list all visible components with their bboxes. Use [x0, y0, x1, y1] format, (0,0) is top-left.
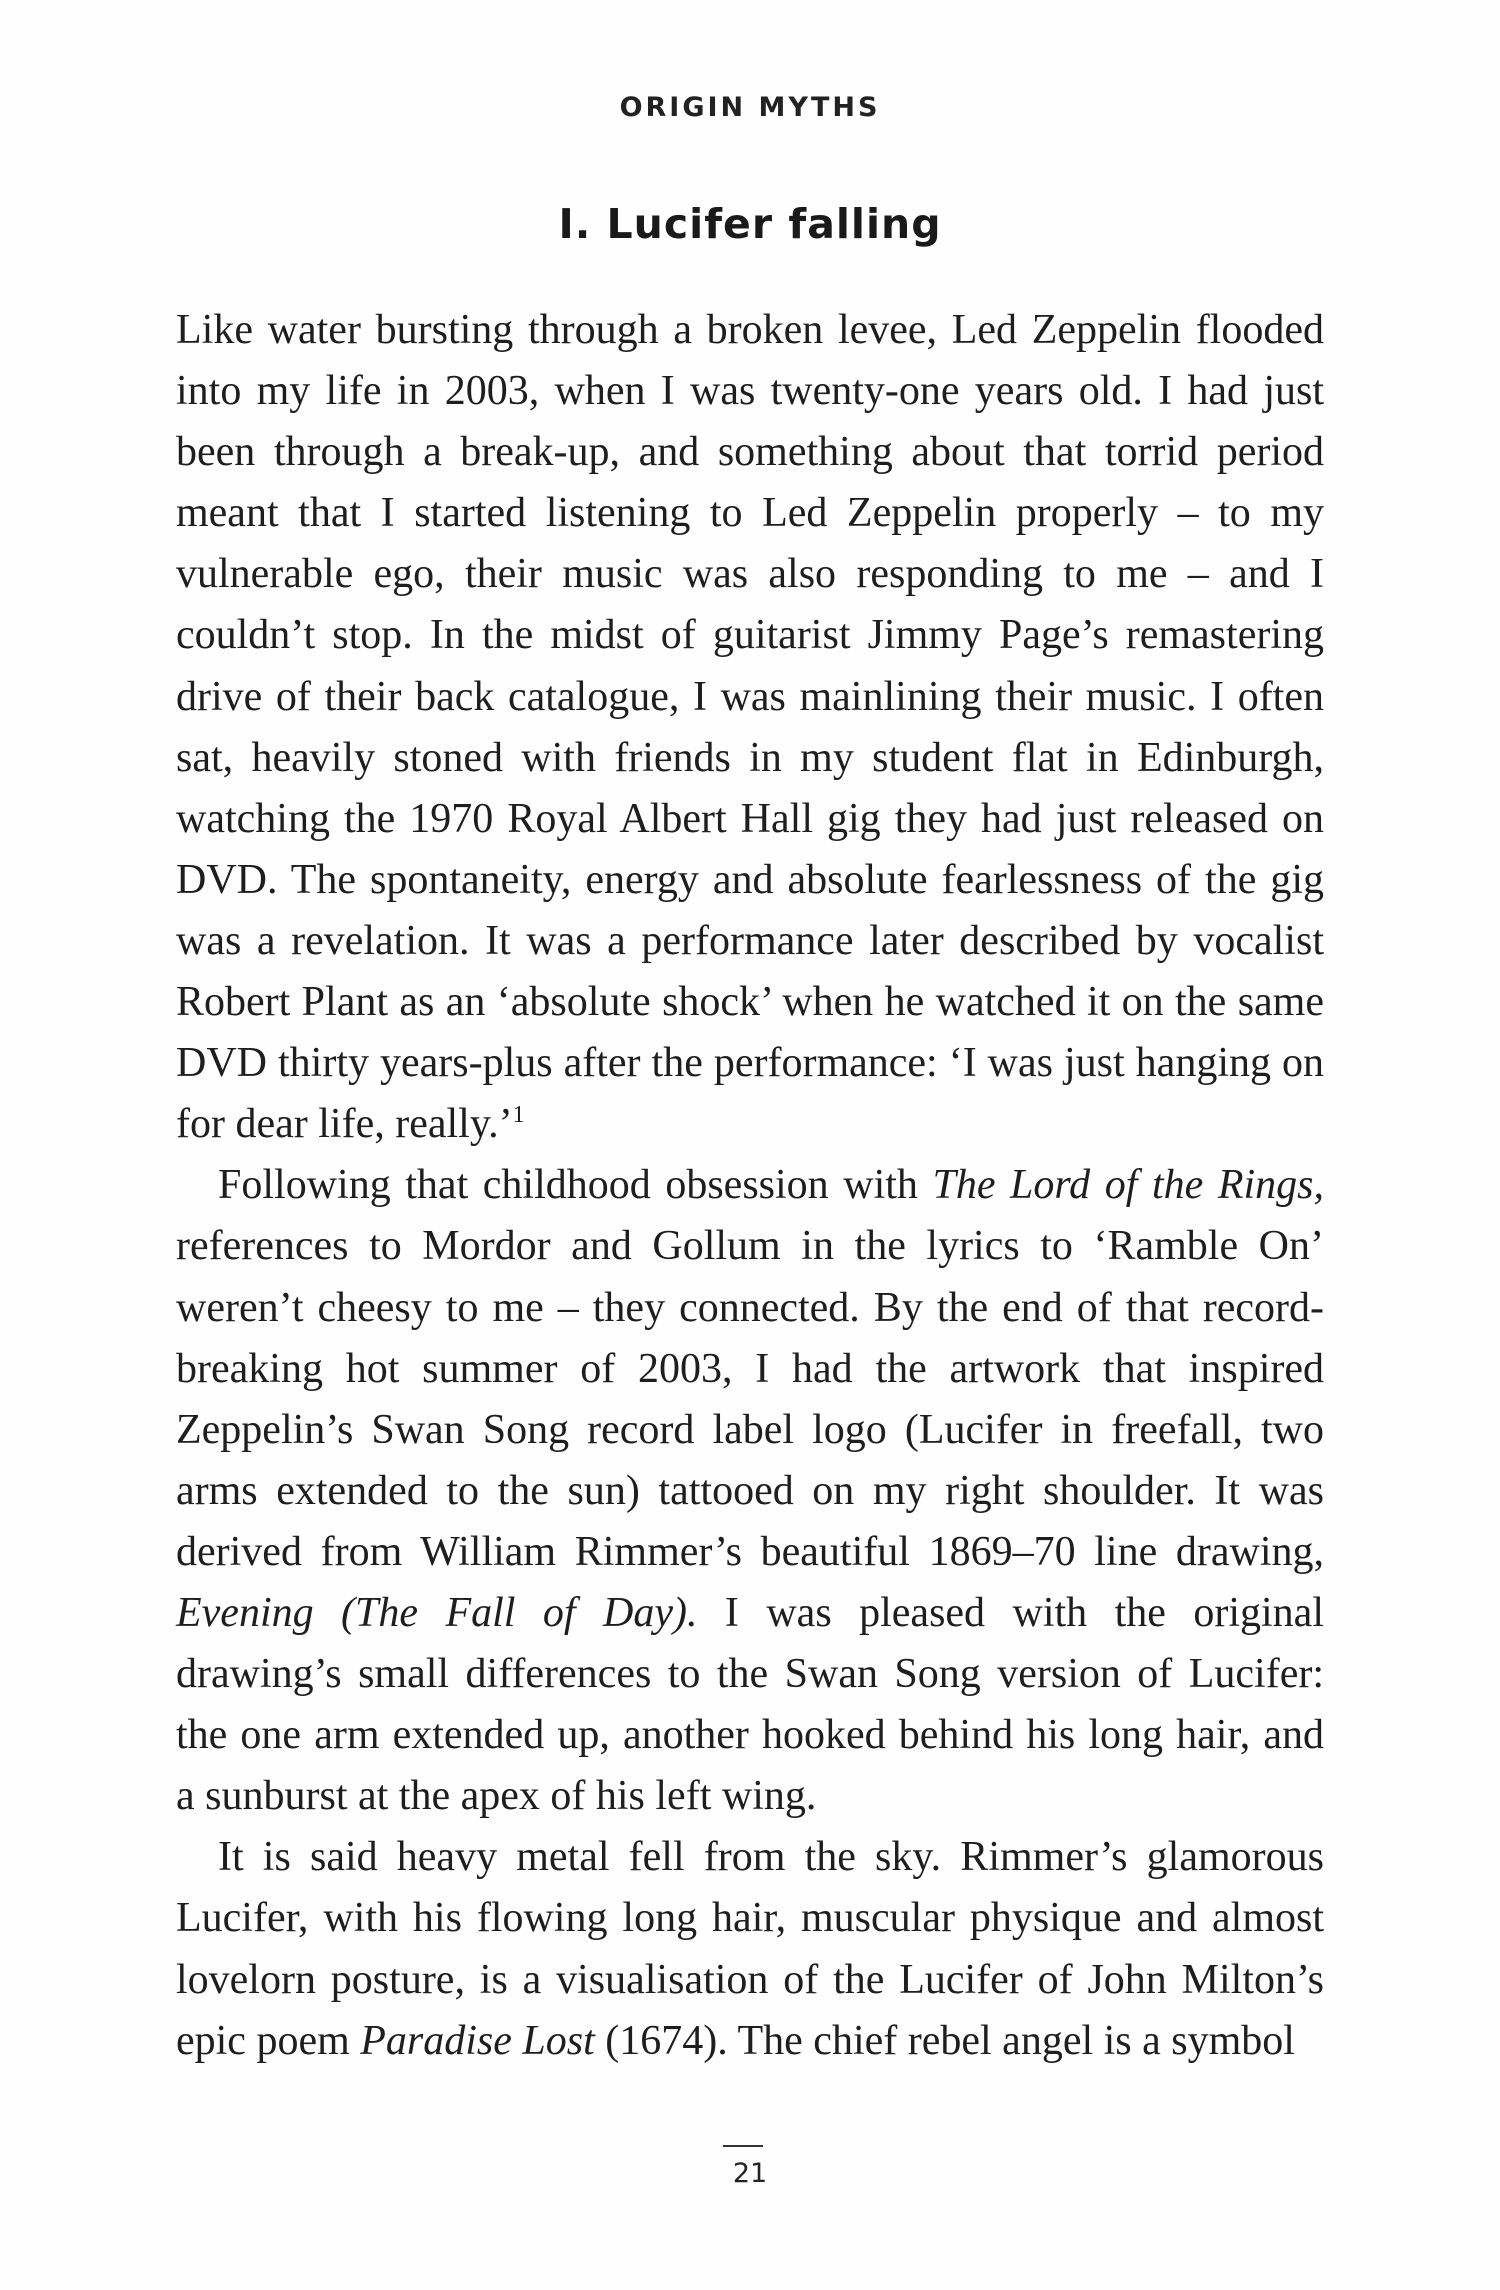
paragraph-2-text-e: I was pleased with the original drawing’s small differences to the Swan Song version of Lucifer: the one arm extended up, another hooked behind his long hair, and a sunburst at the apex of his left wing.	[176, 1589, 1324, 1820]
paragraph-2	[176, 1155, 1324, 1827]
chapter-title: I. Lucifer falling	[558, 200, 942, 248]
running-head: ORIGIN MYTHS	[619, 92, 881, 123]
poem-title: Paradise Lost	[360, 2017, 595, 2064]
paragraph-3-text-a: It is said heavy metal fell from the sky. Rimmer’s glamorous Lucifer, with his flowing long hair, muscular physique and almost lovelorn posture, is a visualisation of the Lucifer of John Milton’s epic poem	[176, 1834, 1324, 2064]
paragraph-1-text: Like water bursting through a broken levee, Led Zeppelin flooded into my life in 2003, when I was twenty-one years old. I had just been through a break-up, and something about that torrid period meant that I started listening to Led Zeppelin properly – to my vulnerable ego, their music was also responding to me – and I couldn’t stop. In the midst of guitarist Jimmy Page’s remastering drive of their back catalogue, I was mainlining their music. I often sat, heavily stoned with friends in my student flat in Edinburgh, watching the 1970 Royal Albert Hall gig they had just released on DVD. The spontaneity, energy and absolute fearlessness of the gig was a revelation. It was a performance later described by vocalist Robert Plant as an ‘absolute shock’ when he watched it on the same DVD thirty years-plus after the performance: ‘I was just hanging on for dear life, really.’	[176, 307, 1324, 1148]
footnote-reference[interactable]: 1	[512, 1102, 525, 1129]
paragraph-2-text-a: Following that childhood obsession with	[218, 1162, 933, 1209]
artwork-title: Evening (The Fall of Day).	[176, 1589, 698, 1636]
book-title-lotr: The Lord of the Rings,	[932, 1162, 1324, 1209]
paragraph-3	[176, 1827, 1324, 2071]
paragraph-2-text-c: references to Mordor and Gollum in the lyrics to ‘Ramble On’ weren’t cheesy to me – they connected. By the end of that record-breaking hot summer of 2003, I had the artwork that inspired Zeppelin’s Swan Song record label logo (Lucifer in freefall, two arms extended to the sun) tattooed on my right shoulder. It was derived from William Rimmer’s beautiful 1869–70 line drawing,	[176, 1223, 1324, 1575]
paragraph-1	[176, 300, 1324, 1155]
page-number: 21	[732, 2158, 768, 2189]
folio-rule	[723, 2145, 763, 2147]
body-text	[176, 300, 1324, 2072]
paragraph-3-text-c: (1674). The chief rebel angel is a symbol	[594, 2017, 1295, 2064]
